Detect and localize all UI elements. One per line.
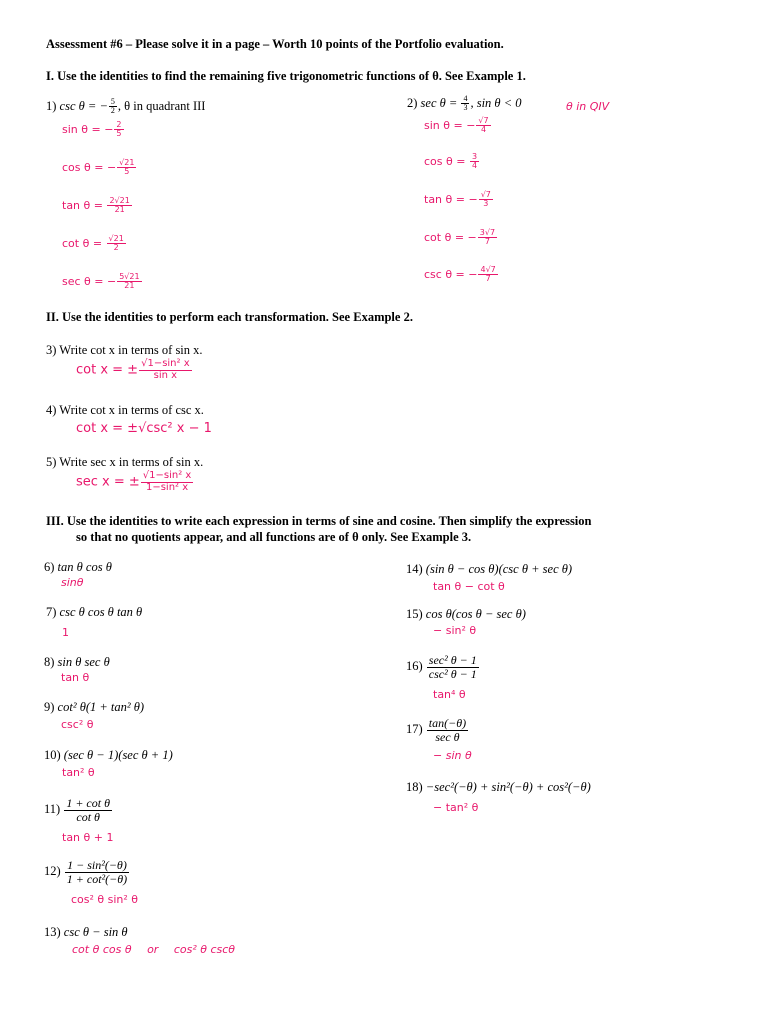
problem-9-answer: csc² θ xyxy=(61,718,94,731)
problem-1-answer-cos xyxy=(62,159,137,177)
problem-expression: cot² θ(1 + tan² θ) xyxy=(57,700,145,714)
answer-lhs: cot θ = xyxy=(62,236,106,250)
problem-12-answer: cos² θ sin² θ xyxy=(71,893,139,906)
fraction-denominator: csc² θ − 1 xyxy=(428,666,477,681)
problem-5-answer xyxy=(76,471,194,493)
fraction-numerator: 3√7 xyxy=(479,228,496,237)
problem-10-statement xyxy=(44,748,173,763)
problem-17-answer: − sin θ xyxy=(433,749,472,762)
fraction-numerator: 5 xyxy=(110,97,115,106)
problem-expression: tan θ cos θ xyxy=(57,560,112,574)
fraction-denominator: 5 xyxy=(124,167,130,177)
answer-lhs: sin θ = − xyxy=(424,118,476,132)
fraction-numerator: 5√21 xyxy=(119,272,140,281)
problem-18-answer: − tan² θ xyxy=(433,801,479,814)
problem-3-answer xyxy=(76,359,193,381)
answer-option-a: cot θ cos θ xyxy=(72,943,132,956)
problem-15-answer: − sin² θ xyxy=(433,624,477,637)
problem-2-quadrant-note: θ in QIV xyxy=(566,100,610,113)
fraction-numerator: 4 xyxy=(463,94,468,103)
problem-number: 16) xyxy=(406,658,423,673)
problem-2-given-lhs: sec θ = xyxy=(420,95,461,110)
problem-12-statement xyxy=(44,859,130,885)
fraction-denominator: 7 xyxy=(484,237,490,247)
problem-14-statement xyxy=(406,562,572,577)
section-3-heading-line-1: III. Use the identities to write each expression in terms of sine and cosine. Then simplify the expression xyxy=(46,514,592,528)
fraction-denominator: 4 xyxy=(471,161,478,171)
fraction-denominator: 5 xyxy=(116,129,122,139)
problem-10-answer: tan² θ xyxy=(62,766,95,779)
answer-lhs: cos θ = xyxy=(424,154,469,168)
fraction-denominator: 3 xyxy=(463,103,468,113)
assessment-title: Assessment #6 – Please solve it in a page – Worth 10 points of the Portfolio evaluation. xyxy=(46,37,504,51)
problem-11-answer: tan θ + 1 xyxy=(62,831,114,844)
section-3-heading-line-2: so that no quotients appear, and all functions are of θ only. See Example 3. xyxy=(76,530,472,544)
problem-2-answer-cos xyxy=(424,153,480,171)
fraction-numerator: sec² θ − 1 xyxy=(428,653,477,667)
answer-lhs: sin θ = − xyxy=(62,122,114,136)
problem-number: 18) xyxy=(406,780,423,794)
answer-lhs: sec x = ± xyxy=(76,474,140,490)
problem-2-given-rest: , sin θ < 0 xyxy=(470,95,522,110)
problem-2-statement xyxy=(407,95,522,113)
problem-12-fraction xyxy=(65,859,129,885)
problem-2-answer-csc xyxy=(424,266,499,284)
problem-5-prompt: 5) Write sec x in terms of sin x. xyxy=(46,455,204,469)
fraction-numerator: 4√7 xyxy=(480,265,496,274)
section-2-heading: II. Use the identities to perform each transformation. See Example 2. xyxy=(46,310,413,324)
fraction-numerator: 1 − sin²(−θ) xyxy=(67,858,127,872)
problem-1-given-lhs: csc θ = − xyxy=(59,98,108,113)
problem-8-answer: tan θ xyxy=(61,671,90,684)
fraction-denominator: 21 xyxy=(124,281,135,291)
problem-1-answer-tan xyxy=(62,197,133,215)
problem-expression: cos θ(cos θ − sec θ) xyxy=(425,607,526,621)
fraction-denominator: sec θ xyxy=(435,729,460,744)
answer-option-b: cos² θ cscθ xyxy=(173,943,236,956)
answer-lhs: csc θ = − xyxy=(424,267,478,281)
fraction-numerator: 3 xyxy=(471,152,478,161)
problem-1-answer-cot xyxy=(62,235,127,253)
answer-or: or xyxy=(147,943,159,956)
problem-expression: (sec θ − 1)(sec θ + 1) xyxy=(63,748,173,762)
problem-1-number: 1) xyxy=(46,98,57,113)
problem-13-statement xyxy=(44,925,128,940)
fraction-numerator: 2 xyxy=(116,120,122,129)
problem-16-answer: tan⁴ θ xyxy=(433,688,466,701)
problem-7-statement xyxy=(46,605,142,620)
problem-15-statement xyxy=(406,607,526,622)
problem-3-prompt: 3) Write cot x in terms of sin x. xyxy=(46,343,203,357)
problem-4-prompt: 4) Write cot x in terms of csc x. xyxy=(46,403,204,417)
problem-number: 11) xyxy=(44,801,61,816)
problem-number: 10) xyxy=(44,748,61,762)
problem-1-answer-sec xyxy=(62,273,143,291)
fraction-denominator: 4 xyxy=(480,125,487,135)
fraction-denominator: cot θ xyxy=(76,809,100,824)
problem-2-answer-cot xyxy=(424,229,498,247)
problem-1-answer-sin xyxy=(62,121,125,139)
answer-lhs: tan θ = − xyxy=(424,192,478,206)
fraction-denominator: 2 xyxy=(113,243,119,253)
problem-6-answer: sinθ xyxy=(61,576,84,589)
fraction-denominator: 2 xyxy=(110,106,115,116)
problem-number: 9) xyxy=(44,700,55,714)
answer-lhs: tan θ = xyxy=(62,198,107,212)
problem-8-statement xyxy=(44,655,110,670)
section-1-heading: I. Use the identities to find the remaining five trigonometric functions of θ. See Example 1. xyxy=(46,69,526,83)
fraction-denominator: 3 xyxy=(483,199,489,209)
problem-14-answer: tan θ − cot θ xyxy=(433,580,505,593)
fraction-numerator: √1−sin² x xyxy=(142,470,192,481)
fraction-numerator: √21 xyxy=(108,234,124,243)
problem-1-given-fraction xyxy=(109,98,117,116)
problem-4-answer: cot x = ±√csc² x − 1 xyxy=(76,421,212,436)
fraction-numerator: tan(−θ) xyxy=(428,716,467,730)
fraction-denominator: 1 + cot²(−θ) xyxy=(66,871,128,886)
fraction-denominator: 21 xyxy=(114,205,125,215)
problem-17-fraction xyxy=(427,717,468,743)
fraction-numerator: 2√21 xyxy=(109,196,130,205)
problem-2-answer-sin xyxy=(424,117,492,135)
problem-17-statement xyxy=(406,717,469,743)
problem-number: 13) xyxy=(44,925,61,939)
problem-2-given-fraction xyxy=(461,95,469,113)
answer-lhs: cot x = ± xyxy=(76,362,139,378)
problem-18-statement xyxy=(406,780,591,795)
problem-expression: csc θ − sin θ xyxy=(63,925,128,939)
problem-2-number: 2) xyxy=(407,95,418,110)
problem-1-statement xyxy=(46,98,205,116)
problem-9-statement xyxy=(44,700,144,715)
problem-number: 17) xyxy=(406,721,423,736)
fraction-denominator: 7 xyxy=(485,274,491,284)
problem-expression: (sin θ − cos θ)(csc θ + sec θ) xyxy=(425,562,573,576)
problem-16-fraction xyxy=(427,654,479,680)
problem-number: 12) xyxy=(44,863,61,878)
answer-lhs: cot θ = − xyxy=(424,230,477,244)
fraction-denominator: 1−sin² x xyxy=(145,481,189,493)
problem-2-answer-tan xyxy=(424,191,494,209)
problem-expression: csc θ cos θ tan θ xyxy=(59,605,143,619)
fraction-numerator: √7 xyxy=(480,190,491,199)
problem-11-statement xyxy=(44,797,113,823)
fraction-denominator: sin x xyxy=(153,369,178,381)
problem-6-statement xyxy=(44,560,112,575)
fraction-numerator: 1 + cot θ xyxy=(66,796,110,810)
problem-number: 7) xyxy=(46,605,57,619)
problem-11-fraction xyxy=(64,797,112,823)
problem-number: 14) xyxy=(406,562,423,576)
problem-16-statement xyxy=(406,654,480,680)
fraction-numerator: √1−sin² x xyxy=(141,358,190,369)
answer-lhs: sec θ = − xyxy=(62,274,117,288)
problem-13-answer xyxy=(72,943,235,956)
problem-number: 8) xyxy=(44,655,55,669)
fraction-numerator: √7 xyxy=(478,116,489,125)
problem-number: 15) xyxy=(406,607,423,621)
problem-expression: sin θ sec θ xyxy=(57,655,110,669)
fraction-numerator: √21 xyxy=(119,158,135,167)
problem-number: 6) xyxy=(44,560,55,574)
problem-7-answer: 1 xyxy=(62,626,69,639)
problem-expression: −sec²(−θ) + sin²(−θ) + cos²(−θ) xyxy=(425,780,591,794)
answer-lhs: cos θ = − xyxy=(62,160,117,174)
problem-1-given-rest: , θ in quadrant III xyxy=(117,98,206,113)
